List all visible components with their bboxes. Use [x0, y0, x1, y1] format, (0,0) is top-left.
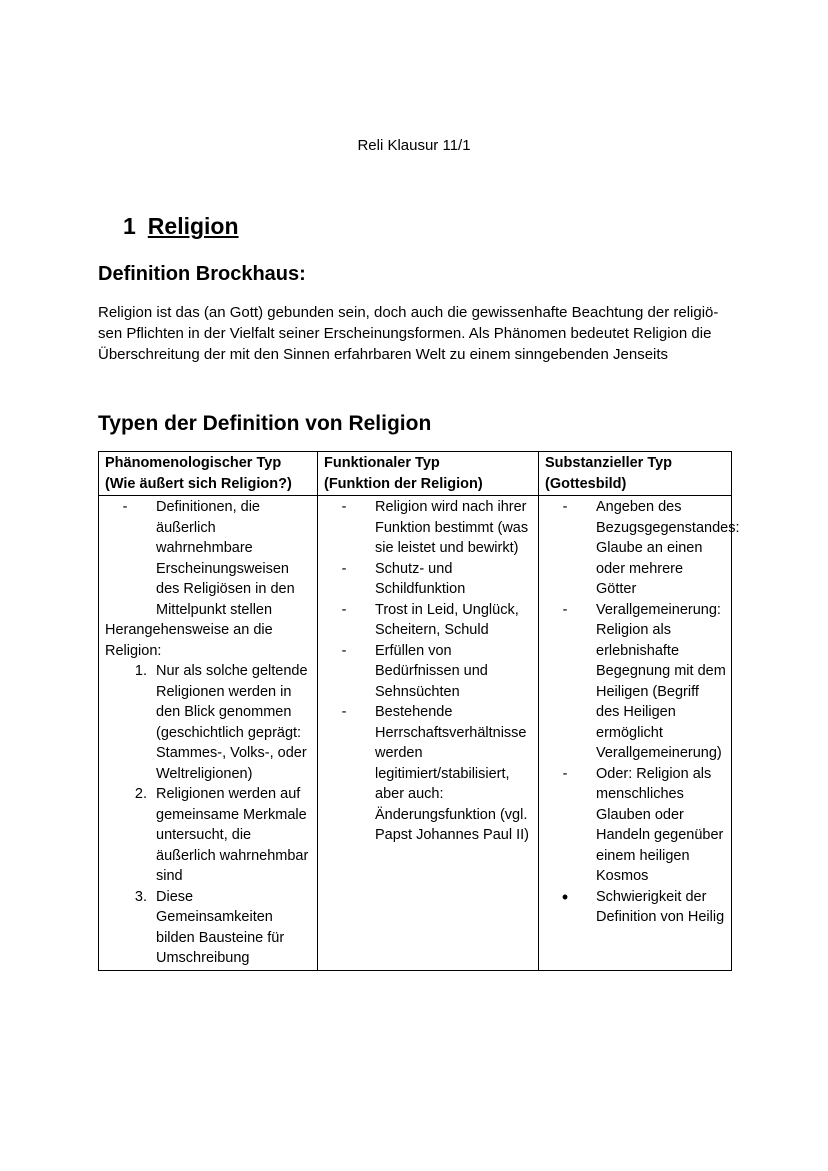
column-title: Substanzieller Typ [545, 455, 673, 471]
number-marker: 1. [134, 663, 147, 679]
dash-marker: - [341, 704, 347, 720]
numbered-list [105, 661, 312, 969]
dash-marker: - [341, 601, 347, 618]
definition-paragraph: Religion ist das (an Gott) gebunden sein, doch auch die gewissenhafte Beachtung der religiö-sen Pflichten in der Vielfalt seiner Erscheinungsformen. Als Phänomen bedeutet Religion die Überschreitung der mit den Sinnen erfahrbaren Welt zu einem sinngebenden Jenseits [98, 304, 719, 363]
dash-list [105, 497, 312, 620]
column-subtitle: (Funktion der Religion) [324, 475, 483, 492]
list-item-text: Trost in Leid, Unglück, Scheitern, Schuld [375, 601, 519, 638]
definition-types-table [98, 451, 740, 971]
list-item [324, 641, 533, 703]
section-heading [123, 212, 239, 240]
dash-marker: - [341, 499, 347, 515]
document-header: Reli Klausur 11/1 [357, 137, 471, 154]
list-item-text: Religion wird nach ihrer Funktion bestimmt (was sie leistet und bewirkt) [375, 499, 529, 556]
dash-marker: - [562, 765, 568, 782]
table-body-row [99, 496, 732, 971]
list-item [105, 784, 312, 887]
column-header-substanziell [539, 452, 732, 496]
list-item-text: Schutz- und Schildfunktion [375, 560, 466, 597]
section-title: Religion [147, 213, 239, 239]
list-item [545, 887, 726, 928]
definition-heading: Definition Brockhaus: [98, 263, 306, 285]
list-item [324, 559, 533, 600]
column-subtitle: (Wie äußert sich Religion?) [105, 475, 292, 492]
list-item [324, 497, 533, 559]
dash-marker: - [562, 499, 568, 515]
dash-marker: - [122, 499, 128, 515]
list-item [324, 702, 533, 846]
column-header-funktional [318, 452, 539, 496]
column-title: Funktionaler Typ [324, 455, 440, 471]
dash-list [324, 497, 533, 846]
dash-marker: - [341, 642, 347, 659]
list-item-text: Bestehende Herrschaftsverhältnisse werden legitimiert/stabilisiert, aber auch: Änderungsfunktion (vgl. Papst Johannes Paul II) [375, 704, 529, 843]
list-item-text: Erfüllen von Bedürfnissen und Sehnsüchten [375, 642, 488, 700]
list-item [105, 661, 312, 784]
number-marker: 2. [134, 786, 147, 802]
bullet-list [545, 887, 726, 928]
list-item-text: Diese Gemeinsamkeiten bilden Bausteine für Umschreibung [156, 888, 285, 966]
list-item-text: Oder: Religion als menschliches Glauben oder Handeln gegenüber einem heiligen Kosmos [596, 765, 724, 884]
dash-list [545, 497, 740, 887]
list-item [105, 497, 312, 620]
list-item [545, 764, 726, 887]
column-subtitle: (Gottesbild) [545, 475, 627, 492]
table-header-row [99, 452, 732, 496]
cell-substanziell [539, 496, 740, 971]
list-item-text: Religionen werden auf gemeinsame Merkmale untersucht, die äußerlich wahrnehmbar sind [156, 786, 309, 884]
number-marker: 3. [134, 888, 147, 905]
list-item [545, 600, 726, 764]
list-item [105, 887, 312, 969]
approach-intro: Herangehensweise an die Religion: [105, 622, 273, 659]
dash-marker: - [341, 560, 347, 577]
column-header-phaenomenologisch [99, 452, 318, 496]
types-heading: Typen der Definition von Religion [98, 412, 432, 435]
section-number: 1 [123, 213, 136, 239]
list-item-text: Nur als solche geltende Religionen werden in den Blick genommen (geschichtlich geprägt: Stammes-, Volks-, oder Weltreligionen) [156, 663, 308, 782]
list-item [324, 600, 533, 641]
list-item-text: Definitionen, die äußerlich wahrnehmbare Erscheinungsweisen des Religiösen in den Mittelpunkt stellen [156, 499, 295, 618]
bullet-marker: • [561, 886, 569, 907]
cell-funktional [318, 496, 539, 971]
list-item-text: Verallgemeinerung: Religion als erlebnishafte Begegnung mit dem Heiligen (Begriff des Heiligen ermöglicht Verallgemeinerung) [596, 601, 726, 761]
dash-marker: - [562, 601, 568, 618]
list-item-text: Angeben des Bezugsgegenstandes: Glaube an einen oder mehrere Götter [596, 499, 740, 597]
column-title: Phänomenologischer Typ [105, 455, 282, 471]
cell-phaenomenologisch [99, 496, 318, 971]
list-item [545, 497, 740, 600]
list-item-text: Schwierigkeit der Definition von Heilig [596, 888, 725, 925]
